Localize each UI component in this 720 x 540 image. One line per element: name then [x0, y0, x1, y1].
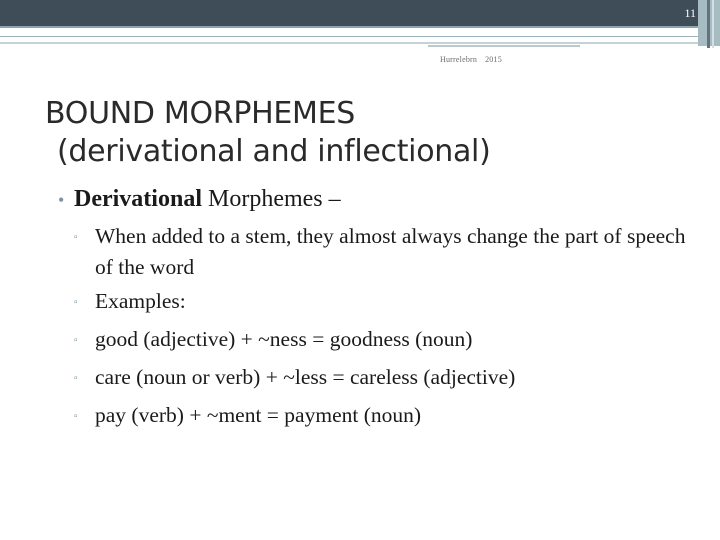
sub-bullet-item — [74, 324, 708, 359]
square-bullet-icon: ▫ — [74, 232, 78, 243]
title-line-2: (derivational and inflectional) — [57, 134, 491, 169]
header-edge-stripe-light — [712, 0, 714, 48]
sub-bullet-text: good (adjective) + ~ness = goodness (noun) — [95, 327, 473, 351]
square-bullet-icon: ▫ — [74, 335, 78, 346]
main-bullet-text — [74, 184, 341, 214]
footer-author: Hurrelebrn — [440, 55, 478, 64]
slide-title — [45, 95, 491, 171]
sub-bullet-item — [74, 221, 708, 283]
header-edge-stripe — [707, 0, 710, 48]
header-rule — [0, 26, 698, 28]
sub-bullet-text: care (noun or verb) + ~less = careless (adjective) — [95, 365, 516, 389]
header-rule-short — [428, 45, 580, 47]
sub-bullet-item — [74, 286, 708, 321]
main-bullet-rest: Morphemes – — [201, 186, 341, 212]
title-line-1: BOUND MORPHEMES — [45, 96, 356, 131]
slide-footer — [440, 55, 510, 64]
header-rule-thin — [0, 36, 698, 37]
square-bullet-icon: ▫ — [74, 373, 78, 384]
square-bullet-icon: ▫ — [74, 411, 78, 422]
slide-number: 11 — [684, 6, 696, 20]
sub-bullet-item — [74, 362, 708, 397]
sub-bullet-text: pay (verb) + ~ment = payment (noun) — [95, 403, 422, 427]
square-bullet-icon: ▫ — [74, 297, 78, 308]
bullet-dot-icon: • — [58, 190, 65, 210]
sub-bullet-list — [58, 221, 708, 435]
header-band — [0, 0, 698, 26]
sub-bullet-text: Examples: — [95, 289, 186, 313]
main-bullet-bold: Derivational — [74, 186, 202, 212]
footer-year: 2015 — [485, 55, 502, 64]
sub-bullet-text: When added to a stem, they almost always change the part of speech of the word — [95, 224, 686, 279]
header-rule-light — [0, 42, 698, 44]
slide-body — [58, 184, 708, 438]
main-bullet — [58, 184, 708, 215]
sub-bullet-item — [74, 400, 708, 435]
